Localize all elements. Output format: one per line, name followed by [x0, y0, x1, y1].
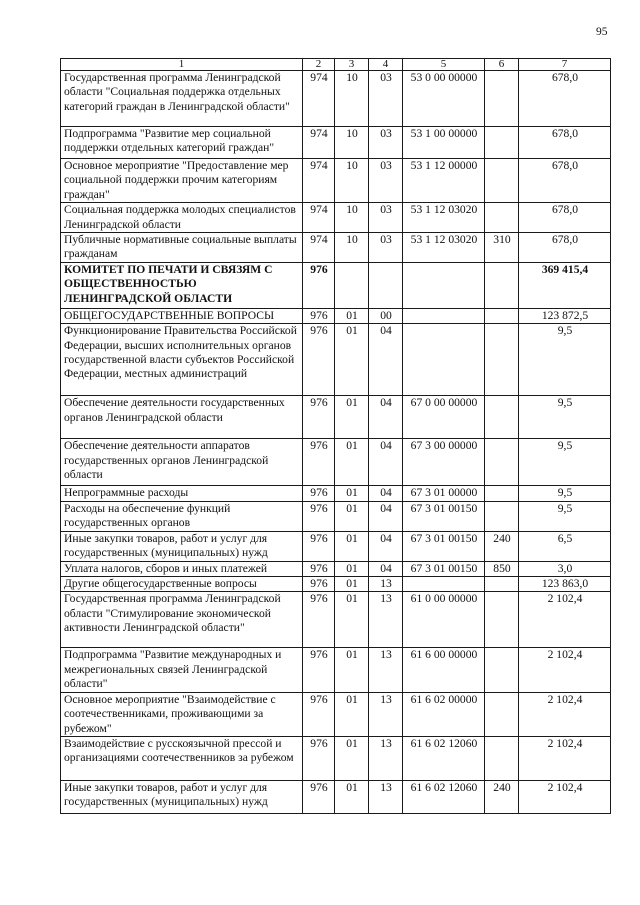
- department-code-cell: 976: [303, 736, 335, 780]
- department-code-cell: 976: [303, 561, 335, 576]
- column-number-row: [61, 59, 611, 71]
- row-name-cell: Государственная программа Ленинградской области "Стимулирование экономической активности Ленинградской области": [61, 592, 303, 648]
- subsection-code-cell: 13: [369, 780, 403, 813]
- section-code-cell: [335, 262, 369, 308]
- table-row: [61, 396, 611, 439]
- section-code-cell: 10: [335, 71, 369, 127]
- subsection-code-cell: 04: [369, 486, 403, 501]
- section-code-cell: 01: [335, 501, 369, 531]
- subsection-code-cell: 03: [369, 71, 403, 127]
- department-code-cell: 974: [303, 159, 335, 203]
- target-article-cell: 61 6 00 00000: [403, 648, 485, 692]
- amount-cell: 2 102,4: [519, 780, 611, 813]
- row-name-cell: Непрограммные расходы: [61, 486, 303, 501]
- row-name-cell: Основное мероприятие "Предоставление мер социальной поддержки прочим категориям граждан": [61, 159, 303, 203]
- amount-cell: 123 863,0: [519, 577, 611, 592]
- amount-cell: 9,5: [519, 324, 611, 396]
- target-article-cell: 67 3 00 00000: [403, 439, 485, 486]
- row-name-cell: Функционирование Правительства Российской Федерации, высших исполнительных органов государственной власти субъектов Российской Федерации, местных администраций: [61, 324, 303, 396]
- table-row: [61, 531, 611, 561]
- section-code-cell: 01: [335, 439, 369, 486]
- department-code-cell: 976: [303, 262, 335, 308]
- section-code-cell: 01: [335, 577, 369, 592]
- subsection-code-cell: 04: [369, 439, 403, 486]
- subsection-code-cell: 03: [369, 127, 403, 159]
- table-row: [61, 486, 611, 501]
- department-code-cell: 976: [303, 592, 335, 648]
- target-article-cell: 67 3 01 00000: [403, 486, 485, 501]
- expense-type-cell: [485, 262, 519, 308]
- amount-cell: 6,5: [519, 531, 611, 561]
- table-row: [61, 127, 611, 159]
- row-name-cell: Уплата налогов, сборов и иных платежей: [61, 561, 303, 576]
- expense-type-cell: 240: [485, 780, 519, 813]
- table-row: [61, 692, 611, 736]
- expense-type-cell: 310: [485, 233, 519, 263]
- row-name-cell: КОМИТЕТ ПО ПЕЧАТИ И СВЯЗЯМ С ОБЩЕСТВЕННОСТЬЮ ЛЕНИНГРАДСКОЙ ОБЛАСТИ: [61, 262, 303, 308]
- expense-type-cell: [485, 308, 519, 323]
- expense-type-cell: [485, 736, 519, 780]
- table-row: [61, 439, 611, 486]
- target-article-cell: 53 0 00 00000: [403, 71, 485, 127]
- table-row: [61, 308, 611, 323]
- expense-type-cell: [485, 127, 519, 159]
- amount-cell: 9,5: [519, 501, 611, 531]
- table-row: [61, 592, 611, 648]
- column-number-header: 7: [519, 59, 611, 71]
- subsection-code-cell: 03: [369, 159, 403, 203]
- department-code-cell: 976: [303, 531, 335, 561]
- row-name-cell: Публичные нормативные социальные выплаты гражданам: [61, 233, 303, 263]
- amount-cell: 9,5: [519, 486, 611, 501]
- amount-cell: 9,5: [519, 396, 611, 439]
- subsection-code-cell: 13: [369, 736, 403, 780]
- target-article-cell: 53 1 12 03020: [403, 203, 485, 233]
- row-name-cell: Подпрограмма "Развитие международных и межрегиональных связей Ленинградской области": [61, 648, 303, 692]
- subsection-code-cell: 03: [369, 203, 403, 233]
- target-article-cell: 61 6 02 12060: [403, 780, 485, 813]
- department-code-cell: 976: [303, 324, 335, 396]
- target-article-cell: 67 3 01 00150: [403, 501, 485, 531]
- target-article-cell: 67 3 01 00150: [403, 561, 485, 576]
- row-name-cell: Иные закупки товаров, работ и услуг для государственных (муниципальных) нужд: [61, 780, 303, 813]
- expense-type-cell: [485, 324, 519, 396]
- expense-type-cell: [485, 439, 519, 486]
- amount-cell: 3,0: [519, 561, 611, 576]
- row-name-cell: Обеспечение деятельности государственных органов Ленинградской области: [61, 396, 303, 439]
- row-name-cell: ОБЩЕГОСУДАРСТВЕННЫЕ ВОПРОСЫ: [61, 308, 303, 323]
- section-code-cell: 01: [335, 561, 369, 576]
- row-name-cell: Государственная программа Ленинградской области "Социальная поддержка отдельных категорий граждан в Ленинградской области": [61, 71, 303, 127]
- department-code-cell: 976: [303, 439, 335, 486]
- table-header: [61, 59, 611, 71]
- department-code-cell: 974: [303, 233, 335, 263]
- amount-cell: 2 102,4: [519, 736, 611, 780]
- amount-cell: 369 415,4: [519, 262, 611, 308]
- target-article-cell: 53 1 00 00000: [403, 127, 485, 159]
- amount-cell: 678,0: [519, 127, 611, 159]
- table-row: [61, 324, 611, 396]
- row-name-cell: Основное мероприятие "Взаимодействие с соотечественниками, проживающими за рубежом": [61, 692, 303, 736]
- amount-cell: 678,0: [519, 159, 611, 203]
- amount-cell: 678,0: [519, 233, 611, 263]
- subsection-code-cell: [369, 262, 403, 308]
- section-code-cell: 01: [335, 396, 369, 439]
- department-code-cell: 974: [303, 71, 335, 127]
- department-code-cell: 976: [303, 501, 335, 531]
- amount-cell: 678,0: [519, 203, 611, 233]
- table-row: [61, 736, 611, 780]
- department-code-cell: 976: [303, 648, 335, 692]
- department-code-cell: 976: [303, 780, 335, 813]
- target-article-cell: [403, 577, 485, 592]
- subsection-code-cell: 13: [369, 577, 403, 592]
- subsection-code-cell: 04: [369, 324, 403, 396]
- row-name-cell: Обеспечение деятельности аппаратов государственных органов Ленинградской области: [61, 439, 303, 486]
- column-number-header: 6: [485, 59, 519, 71]
- target-article-cell: [403, 308, 485, 323]
- subsection-code-cell: 04: [369, 501, 403, 531]
- column-number-header: 3: [335, 59, 369, 71]
- subsection-code-cell: 04: [369, 396, 403, 439]
- target-article-cell: 53 1 12 03020: [403, 233, 485, 263]
- section-code-cell: 01: [335, 780, 369, 813]
- amount-cell: 123 872,5: [519, 308, 611, 323]
- expense-type-cell: [485, 501, 519, 531]
- row-name-cell: Расходы на обеспечение функций государственных органов: [61, 501, 303, 531]
- subsection-code-cell: 03: [369, 233, 403, 263]
- section-code-cell: 10: [335, 127, 369, 159]
- row-name-cell: Иные закупки товаров, работ и услуг для государственных (муниципальных) нужд: [61, 531, 303, 561]
- target-article-cell: 61 0 00 00000: [403, 592, 485, 648]
- section-code-cell: 10: [335, 203, 369, 233]
- section-code-cell: 01: [335, 531, 369, 561]
- target-article-cell: 61 6 02 12060: [403, 736, 485, 780]
- section-code-cell: 01: [335, 324, 369, 396]
- expense-type-cell: [485, 396, 519, 439]
- expense-type-cell: [485, 71, 519, 127]
- column-number-header: 2: [303, 59, 335, 71]
- department-code-cell: 976: [303, 396, 335, 439]
- table-row: [61, 233, 611, 263]
- section-code-cell: 01: [335, 736, 369, 780]
- subsection-code-cell: 13: [369, 692, 403, 736]
- amount-cell: 2 102,4: [519, 648, 611, 692]
- subsection-code-cell: 04: [369, 531, 403, 561]
- department-code-cell: 976: [303, 486, 335, 501]
- target-article-cell: [403, 262, 485, 308]
- expense-type-cell: [485, 159, 519, 203]
- page-number: 95: [596, 26, 608, 38]
- amount-cell: 9,5: [519, 439, 611, 486]
- row-name-cell: Взаимодействие с русскоязычной прессой и организациями соотечественников за рубежом: [61, 736, 303, 780]
- table-row: [61, 501, 611, 531]
- department-code-cell: 976: [303, 577, 335, 592]
- subsection-code-cell: 13: [369, 592, 403, 648]
- subsection-code-cell: 00: [369, 308, 403, 323]
- subsection-code-cell: 04: [369, 561, 403, 576]
- table-row: [61, 577, 611, 592]
- row-name-cell: Социальная поддержка молодых специалистов Ленинградской области: [61, 203, 303, 233]
- target-article-cell: 67 0 00 00000: [403, 396, 485, 439]
- section-code-cell: 01: [335, 486, 369, 501]
- section-code-cell: 01: [335, 692, 369, 736]
- expense-type-cell: 240: [485, 531, 519, 561]
- department-code-cell: 976: [303, 692, 335, 736]
- target-article-cell: 61 6 02 00000: [403, 692, 485, 736]
- table-row: [61, 780, 611, 813]
- table-row: [61, 71, 611, 127]
- section-code-cell: 10: [335, 159, 369, 203]
- column-number-header: 4: [369, 59, 403, 71]
- table-body: [61, 71, 611, 814]
- expense-type-cell: [485, 592, 519, 648]
- department-code-cell: 974: [303, 203, 335, 233]
- target-article-cell: 67 3 01 00150: [403, 531, 485, 561]
- amount-cell: 2 102,4: [519, 692, 611, 736]
- table-row: [61, 648, 611, 692]
- target-article-cell: 53 1 12 00000: [403, 159, 485, 203]
- section-code-cell: 10: [335, 233, 369, 263]
- subsection-code-cell: 13: [369, 648, 403, 692]
- row-name-cell: Подпрограмма "Развитие мер социальной поддержки отдельных категорий граждан": [61, 127, 303, 159]
- department-code-cell: 976: [303, 308, 335, 323]
- table-row: [61, 159, 611, 203]
- table-row: [61, 262, 611, 308]
- expense-type-cell: 850: [485, 561, 519, 576]
- expense-type-cell: [485, 203, 519, 233]
- column-number-header: 5: [403, 59, 485, 71]
- column-number-header: 1: [61, 59, 303, 71]
- target-article-cell: [403, 324, 485, 396]
- table-row: [61, 561, 611, 576]
- department-code-cell: 974: [303, 127, 335, 159]
- expense-type-cell: [485, 486, 519, 501]
- amount-cell: 2 102,4: [519, 592, 611, 648]
- expense-type-cell: [485, 648, 519, 692]
- budget-table: [60, 58, 611, 814]
- amount-cell: 678,0: [519, 71, 611, 127]
- expense-type-cell: [485, 692, 519, 736]
- row-name-cell: Другие общегосударственные вопросы: [61, 577, 303, 592]
- section-code-cell: 01: [335, 648, 369, 692]
- table-row: [61, 203, 611, 233]
- section-code-cell: 01: [335, 308, 369, 323]
- expense-type-cell: [485, 577, 519, 592]
- section-code-cell: 01: [335, 592, 369, 648]
